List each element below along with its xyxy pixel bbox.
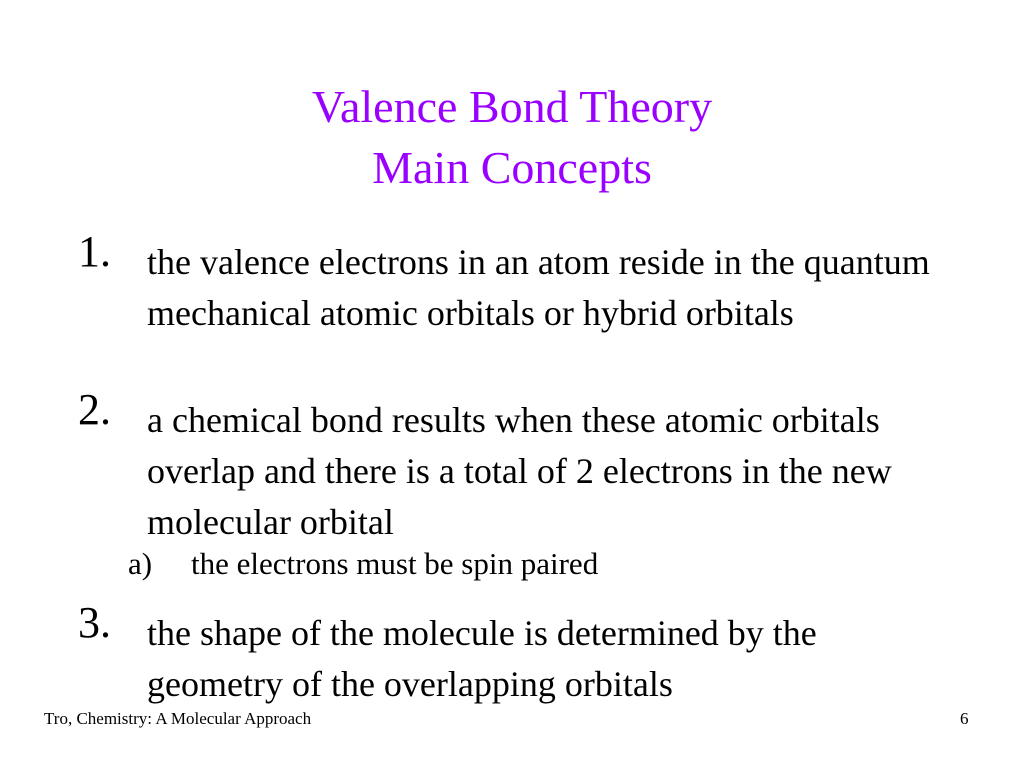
- title-line-2: Main Concepts: [372, 142, 652, 193]
- sub-list-item-marker: a): [128, 546, 153, 581]
- list-item-number: 2.: [78, 385, 111, 434]
- sub-list-item-text: the electrons must be spin paired: [191, 546, 599, 581]
- list-item-text: the shape of the molecule is determined by the geometry of the overlapping orbitals: [147, 613, 817, 704]
- title-line-1: Valence Bond Theory: [311, 81, 713, 132]
- list-item-text: a chemical bond results when these atomic orbitals overlap and there is a total of 2 electrons in the new molecular orbital: [147, 400, 892, 542]
- page-number: 6: [960, 709, 969, 728]
- list-item-number: 1.: [78, 227, 111, 276]
- footer-source: Tro, Chemistry: A Molecular Approach: [44, 709, 312, 728]
- list-item-text: the valence electrons in an atom reside in the quantum mechanical atomic orbitals or hybrid orbitals: [147, 242, 930, 333]
- slide-title: [0, 76, 1024, 198]
- list-item-number: 3.: [78, 598, 111, 647]
